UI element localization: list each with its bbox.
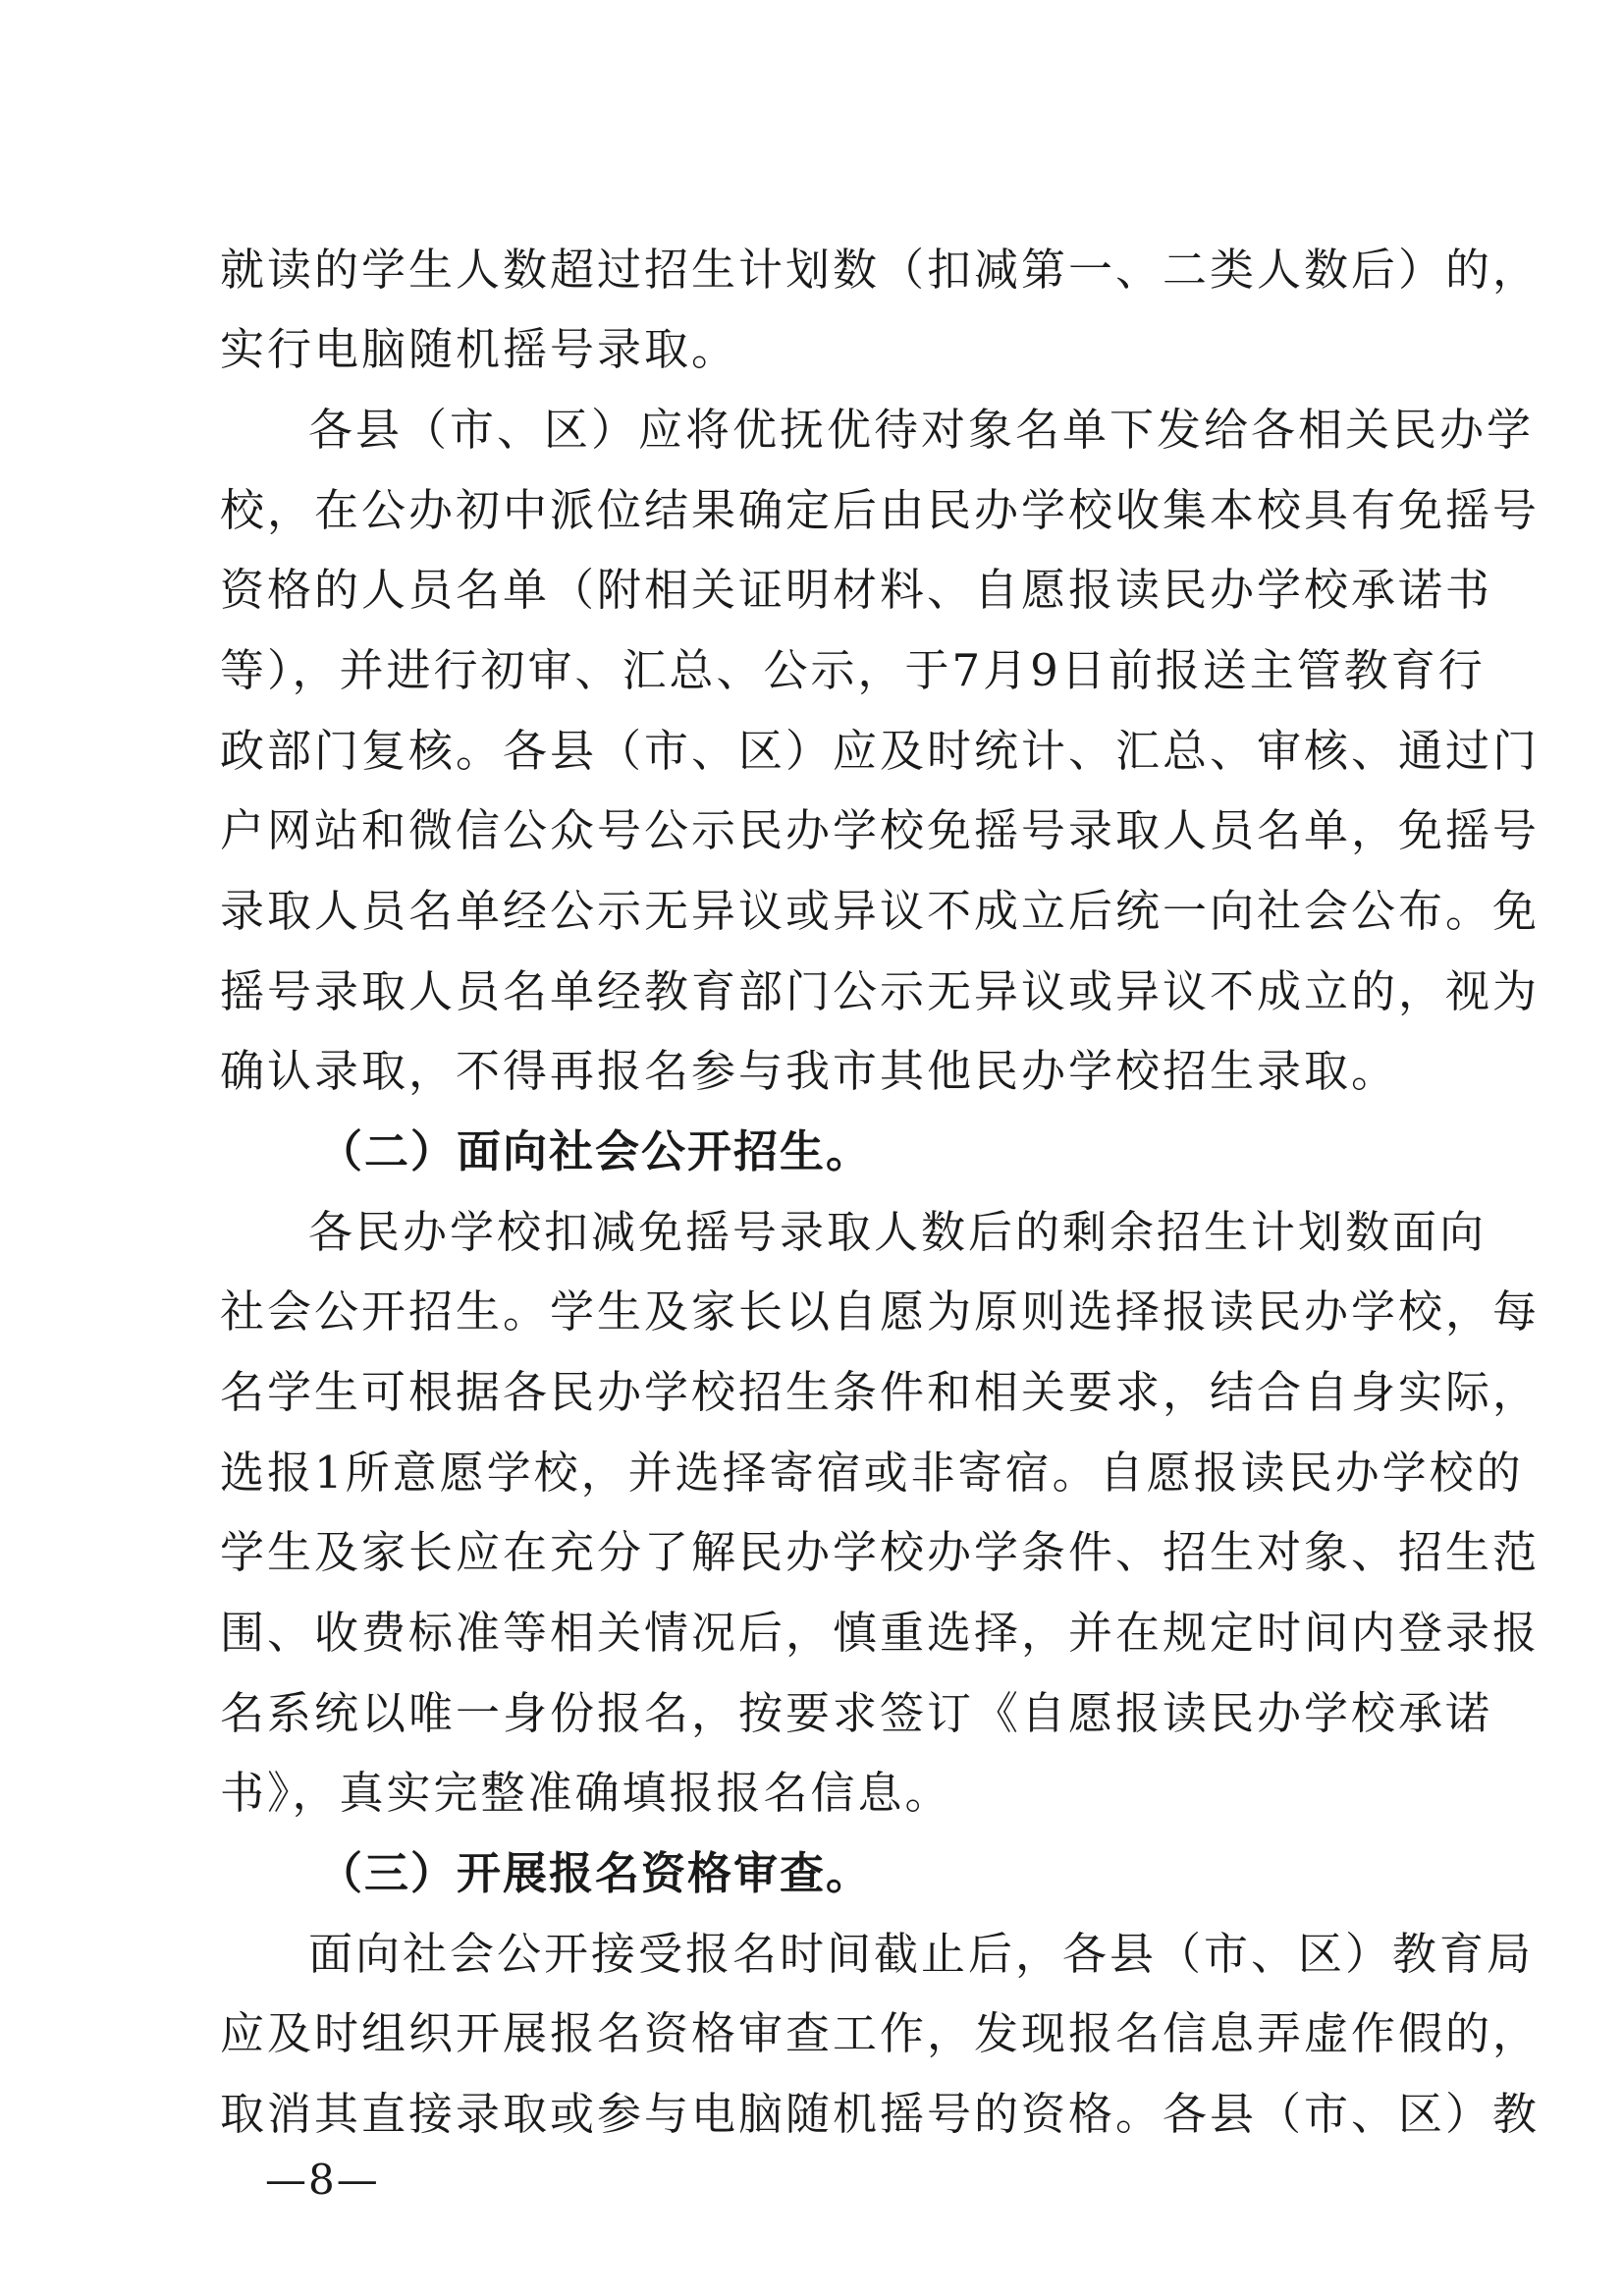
page-number: —8—: [265, 2156, 380, 2204]
paragraph-line: 录取人员名单经公示无异议或异议不成立后统一向社会公布。免: [220, 885, 1541, 937]
paragraph-line: 等），并进行初审、汇总、公示，于7月9日前报送主管教育行: [220, 644, 1486, 696]
paragraph-line: 取消其直接录取或参与电脑随机摇号的资格。各县（市、区）教: [220, 2088, 1541, 2140]
paragraph-line: 确认录取，不得再报名参与我市其他民办学校招生录取。: [220, 1045, 1399, 1097]
paragraph-line: 围、收费标准等相关情况后，慎重选择，并在规定时间内登录报: [220, 1607, 1541, 1659]
paragraph-line: 就读的学生人数超过招生计划数（扣减第一、二类人数后）的，: [220, 244, 1541, 296]
paragraph-line: 书》，真实完整准确填报报名信息。: [220, 1767, 952, 1819]
paragraph-line: 名系统以唯一身份报名，按要求签订《自愿报读民办学校承诺: [220, 1687, 1493, 1739]
paragraph-line: 应及时组织开展报名资格审查工作，发现报名信息弄虚作假的，: [220, 2007, 1541, 2059]
paragraph-line: 选报1所意愿学校，并选择寄宿或非寄宿。自愿报读民办学校的: [220, 1447, 1524, 1499]
paragraph-line: 学生及家长应在充分了解民办学校办学条件、招生对象、招生范: [220, 1526, 1541, 1578]
paragraph-line: 实行电脑随机摇号录取。: [220, 323, 739, 375]
paragraph-line: 社会公开招生。学生及家长以自愿为原则选择报读民办学校，每: [220, 1285, 1541, 1338]
section-heading: （三）开展报名资格审查。: [318, 1847, 873, 1899]
paragraph-line: 政部门复核。各县（市、区）应及时统计、汇总、审核、通过门: [220, 725, 1541, 777]
paragraph-line: 资格的人员名单（附相关证明材料、自愿报读民办学校承诺书: [220, 564, 1493, 616]
paragraph-line: 面向社会公开接受报名时间截止后，各县（市、区）教育局: [308, 1928, 1535, 1980]
paragraph-line: 名学生可根据各民办学校招生条件和相关要求，结合自身实际，: [220, 1366, 1541, 1418]
paragraph-line: 摇号录取人员名单经教育部门公示无异议或异议不成立的，视为: [220, 965, 1541, 1017]
paragraph-line: 各民办学校扣减免摇号录取人数后的剩余招生计划数面向: [308, 1206, 1488, 1258]
paragraph-line: 各县（市、区）应将优抚优待对象名单下发给各相关民办学: [308, 404, 1535, 456]
paragraph-line: 校，在公办初中派位结果确定后由民办学校收集本校具有免摇号: [220, 484, 1541, 536]
section-heading: （二）面向社会公开招生。: [318, 1125, 873, 1177]
paragraph-line: 户网站和微信公众号公示民办学校免摇号录取人员名单，免摇号: [220, 804, 1541, 856]
